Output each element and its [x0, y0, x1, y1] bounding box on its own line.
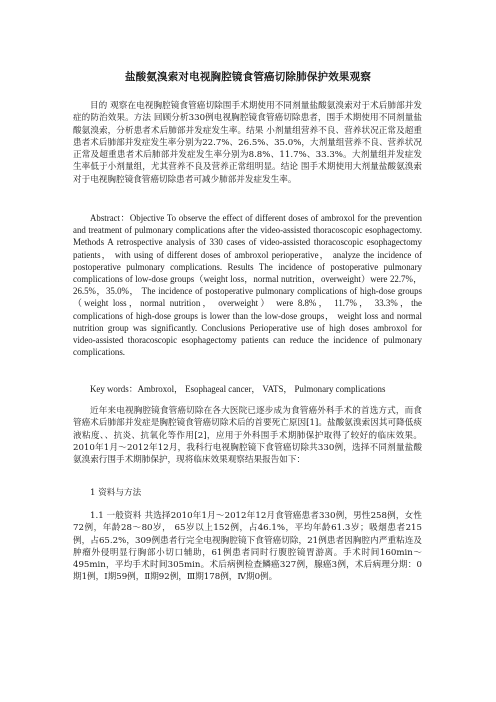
introduction [73, 405, 422, 466]
keywords [73, 383, 422, 395]
section-heading-text: 1 资料与方法 [90, 488, 142, 498]
section-heading [73, 487, 422, 499]
general-data-paragraph [73, 510, 422, 584]
english-abstract-text: Abstract：Objective To observe the effect of different doses of ambroxol for the prevention and treatment of pulmonary complications after the video-assisted thoracoscopic esophagectomy. Methods A retrospective analysis of 330 cases of video-assisted thoracoscopic esophagectomy patients， with using of different doses of ambroxol perioperative， analyze the incidence of postoperative pulmonary complications. Results The incidence of postoperative pulmonary complications of low-dose groups（weight loss，normal nutrition，overweight）were 22.7%，26.5%，35.0%， The incidence of postoperative pulmonary complications of high-dose groups（weight loss，normal nutrition， overweight） were 8.8%， 11.7%， 33.3%，the complications of high-dose groups is lower than the low-dose groups， weight loss and normal nutrition group was significantly. Conclusions Perioperative use of high doses ambroxol for video-assisted thoracoscopic esophagectomy patients can reduce the incidence of pulmonary complications. [73, 213, 422, 358]
paper-title: 盐酸氨溴索对电视胸腔镜食管癌切除肺保护效果观察 [124, 71, 372, 83]
chinese-abstract [73, 100, 422, 186]
general-data-text: 1.1 一般资料 共选择2010年1月～2012年12月食管癌患者330例，男性258例，女性72例，年龄28～80岁， 65岁以上152例，占46.1%，平均年龄61.3岁；吸烟患者215例，占65.2%，309例患者行完全电视胸腔镜下食管癌切除，21例患者因胸腔内严重粘连及肿瘤外侵明显行胸部小切口辅助，61例患者同时行腹腔镜胃游离。手术时间160min～495min，平均手术时间305min。术后病例检查鳞癌327例，腺癌3例，术后病理分期：0期1例，Ⅰ期59例，Ⅱ期92例，Ⅲ期178例，Ⅳ期0例。 [73, 511, 422, 583]
chinese-abstract-text: 目的 观察在电视胸腔镜食管癌切除围手术期使用不同剂量盐酸氨溴索对于术后肺部并发症的防治效果。方法 回顾分析330例电视胸腔镜食管癌切除患者，围手术期使用不同剂量盐酸氨溴索，分析患者术后肺部并发症发生率。结果 小剂量组营养不良、营养状况正常及超重患者术后肺部并发症发生率分别为22.7%、26.5%、35.0%，大剂量组营养不良、营养状况正常及超重患者术后肺部并发症发生率分别为8.8%、11.7%、33.3%。大剂量组并发症发生率低于小剂量组，尤其营养不良及营养正常组明显。结论 围手术期使用大剂量盐酸氨溴索对于电视胸腔镜食管癌切除患者可减少肺部并发症发生率。 [73, 101, 422, 185]
english-abstract [73, 212, 422, 358]
introduction-text: 近年来电视胸腔镜食管癌切除在各大医院已逐步成为食管癌外科手术的首选方式，而食管癌术后肺部并发症是胸腔镜食管癌切除术后的首要死亡原因[1]。盐酸氨溴索因其可降低痰液粘度、、抗炎、抗氧化等作用[2]，应用于外科围手术期肺保护取得了较好的临床效果。2010年1月～2012年12月，我科行电视胸腔镜下食管癌切除共330例，选择不同剂量盐酸氨溴索行围手术期肺保护，现将临床效果观察结果报告如下： [73, 406, 422, 466]
keywords-text: Key words：Ambroxol， Esophageal cancer， VATS， Pulmonary complications [90, 384, 386, 394]
